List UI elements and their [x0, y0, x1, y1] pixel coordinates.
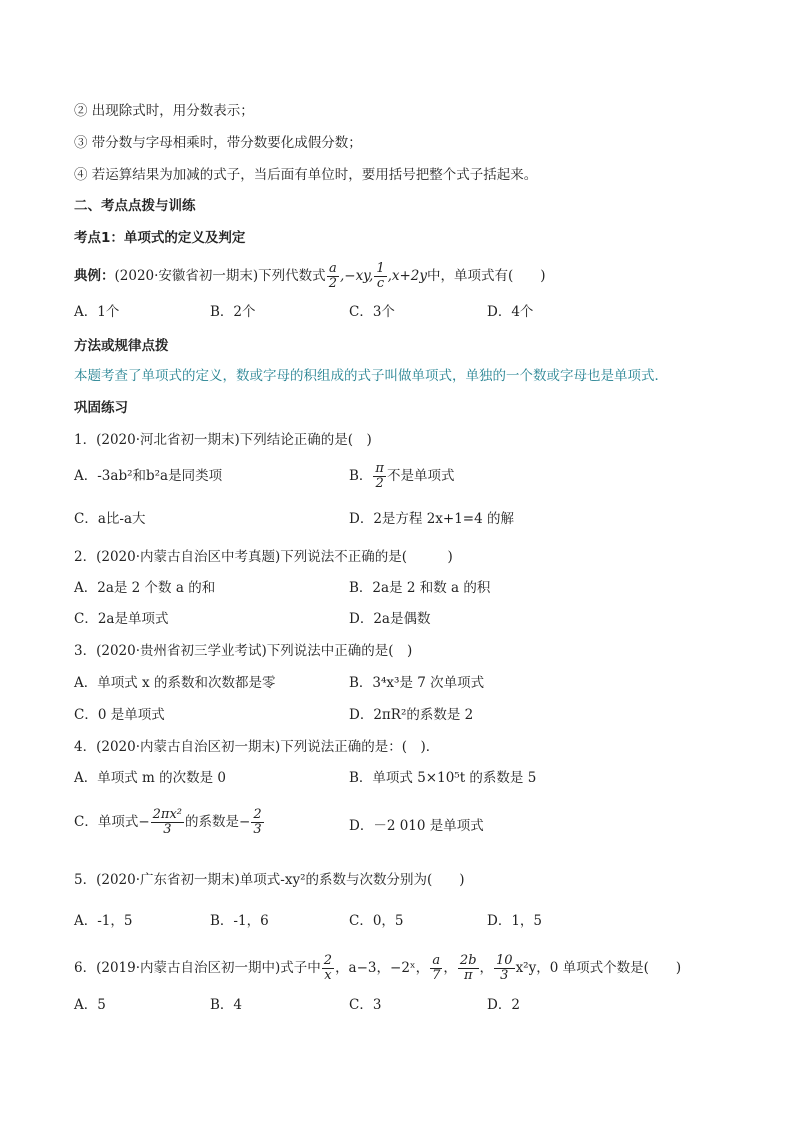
q6-option-b: B．4: [210, 997, 243, 1013]
q4-option-a: A．单项式 m 的次数是 0: [74, 770, 227, 786]
q2-option-c: C．2a是单项式: [74, 611, 169, 627]
example-stem: 典例：(2020·安徽省初一期末)下列代数式 $\frac{a}{2}$ ,−xy, $\frac{1}{c}$ ,x+2y中，单项式有( ): [74, 261, 546, 291]
rule-3: ③ 带分数与字母相乘时，带分数要化成假分数；: [74, 135, 362, 151]
q4-option-b: B．单项式 5×10⁵t 的系数是 5: [349, 770, 537, 786]
q1-option-b: B． $\frac{\pi}{2}$ 不是单项式: [349, 461, 455, 491]
example-label: 典例：: [74, 268, 115, 284]
q3-option-c: C．0 是单项式: [74, 707, 165, 723]
q5-option-b: B．-1，6: [210, 913, 269, 929]
q1-option-d: D．2是方程 2x+1=4 的解: [349, 511, 514, 527]
q1-stem: 1．(2020·河北省初一期末)下列结论正确的是( ): [74, 432, 372, 448]
point1-title: 考点1：单项式的定义及判定: [74, 230, 246, 246]
q5-option-a: A．-1，5: [74, 913, 133, 929]
q3-option-d: D．2πR²的系数是 2: [349, 707, 474, 723]
example-option-d: D．4个: [487, 304, 534, 320]
q4-option-d: D．－2 010 是单项式: [349, 818, 484, 834]
q5-option-c: C．0，5: [349, 913, 404, 929]
method-text: 本题考查了单项式的定义，数或字母的积组成的式子叫做单项式，单独的一个数或字母也是单项式．: [74, 368, 668, 384]
rule-2: ② 出现除式时，用分数表示；: [74, 103, 254, 119]
method-title: 方法或规律点拨: [74, 338, 169, 354]
fraction: $\frac{10}{3}$: [496, 953, 513, 983]
q3-option-b: B．3⁴x³是 7 次单项式: [349, 675, 485, 691]
q6-option-c: C．3: [349, 997, 382, 1013]
q4-stem: 4．(2020·内蒙古自治区初一期末)下列说法正确的是：( )．: [74, 739, 440, 755]
example-option-b: B．2个: [210, 304, 256, 320]
fraction: $\frac{1}{c}$: [376, 261, 385, 291]
q5-option-d: D．1，5: [487, 913, 543, 929]
fraction: $\frac{2}{3}$: [253, 807, 262, 837]
q4-option-c: C．单项式− $\frac{\text{2πx²}}{3}$ 的系数是− $\frac{2}{3}$: [74, 807, 262, 837]
q2-option-d: D．2a是偶数: [349, 611, 431, 627]
q3-stem: 3．(2020·贵州省初三学业考试)下列说法中正确的是( ): [74, 643, 413, 659]
fraction: $\frac{2}{x}$: [323, 953, 333, 983]
section-title: 二、考点点拨与训练: [74, 198, 196, 214]
example-option-c: C．3个: [349, 304, 395, 320]
q1-option-a: A．-3ab²和b²a是同类项: [74, 468, 223, 484]
q3-option-a: A．单项式 x 的系数和次数都是零: [74, 675, 276, 691]
q2-stem: 2．(2020·内蒙古自治区中考真题)下列说法不正确的是( ): [74, 549, 453, 565]
example-option-a: A．1个: [74, 304, 120, 320]
fraction: $\frac{\pi}{2}$: [375, 461, 384, 491]
rule-4: ④ 若运算结果为加减的式子，当后面有单位时，要用括号把整个式子括起来。: [74, 167, 538, 183]
q1-option-c: C．a比-a大: [74, 511, 146, 527]
fraction: $\frac{2b}{\pi}$: [459, 953, 477, 983]
fraction: $\frac{a}{2}$: [328, 261, 337, 291]
q6-option-d: D．2: [487, 997, 520, 1013]
q6-option-a: A．5: [74, 997, 106, 1013]
q2-option-a: A．2a是 2 个数 a 的和: [74, 580, 216, 596]
fraction: $\frac{\text{2πx²}}{3}$: [152, 807, 183, 837]
fraction: $\frac{a}{7}$: [432, 953, 441, 983]
q6-stem: 6．(2019·内蒙古自治区初一期中)式子中 $\frac{2}{x}$ ，a−3，−2ˣ， $\frac{a}{7}$ ， $\frac{2b}{\pi}$ ， $\frac{10}{3}$ x²y，0 单项式个数是( ): [74, 953, 682, 983]
practice-title: 巩固练习: [74, 400, 128, 416]
q5-stem: 5．(2020·广东省初一期末)单项式-xy²的系数与次数分别为( ): [74, 872, 465, 888]
q2-option-b: B．2a是 2 和数 a 的积: [349, 580, 491, 596]
